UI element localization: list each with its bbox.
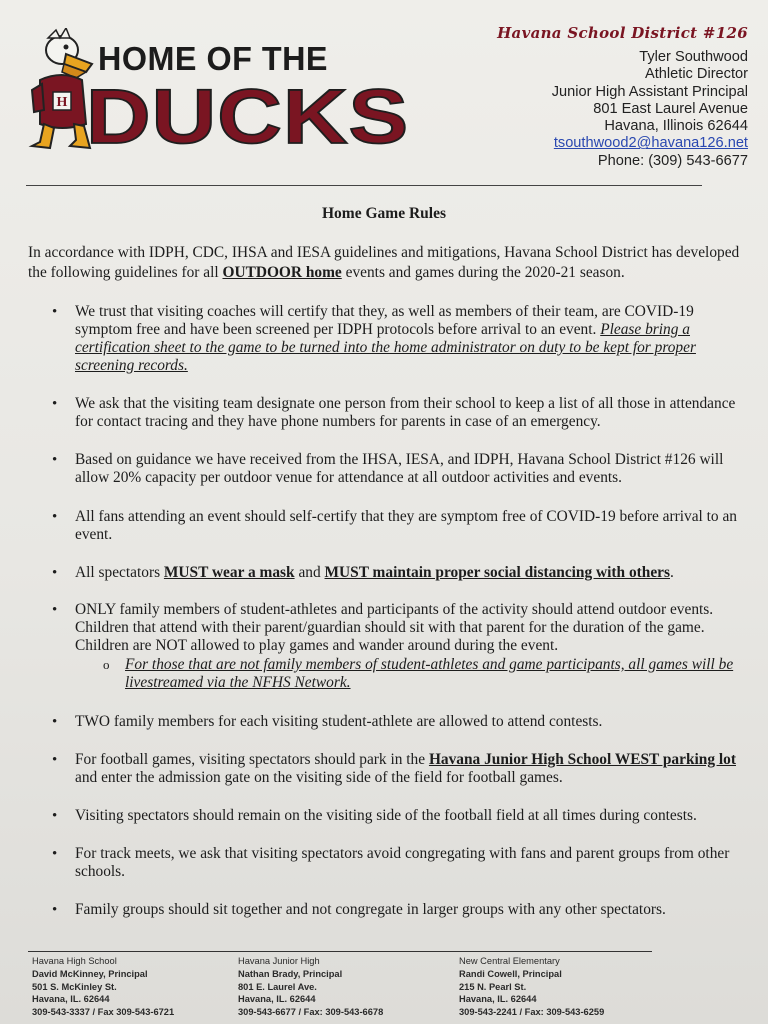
footer-principal: David McKinney, Principal <box>32 968 148 979</box>
district-name: Havana School District #126 <box>497 24 748 42</box>
intro-emphasis: OUTDOOR home <box>222 263 342 281</box>
contact-email-link[interactable]: tsouthwood2@havana126.net <box>553 135 748 152</box>
sub-bullet-marker: o <box>103 657 110 672</box>
footer-city: Havana, IL. 62644 <box>238 994 316 1005</box>
bullet-icon <box>52 601 60 609</box>
bullet-icon <box>52 508 60 516</box>
logo-badge-letter: H <box>56 95 68 110</box>
bullet-icon <box>52 395 60 403</box>
rule-item-contact-tracing: We ask that the visiting team designate one person from their school to keep a list of all those in attendance for contact tracing and they have phone numbers for parents in case of an emergency. <box>75 395 736 430</box>
rule-emphasis: Havana Junior High School WEST parking lot <box>428 751 736 768</box>
logo-line-home-of-the: HOME OF THE <box>98 40 328 77</box>
bullet-icon <box>52 451 60 459</box>
rule-item-family-groups: Family groups should sit together and not congregate in larger groups with any other spectators. <box>75 901 666 918</box>
footer-school-name: Havana High School <box>32 956 117 966</box>
rule-emphasis: Please bring a certification sheet to the game to be turned into the home administrator on duty to be kept for proper screening records. <box>75 321 696 374</box>
rule-item-self-certify: All fans attending an event should self-certify that they are symptom free of COVID-19 before arrival to an event. <box>75 508 738 543</box>
bullet-icon <box>52 713 60 721</box>
contact-name: Tyler Southwood <box>639 49 748 65</box>
footer-city: Havana, IL. 62644 <box>459 994 537 1005</box>
footer-phones: 309-543-2241 / Fax: 309-543-6259 <box>459 1007 605 1018</box>
rule-text: . <box>670 564 674 581</box>
contact-city: Havana, Illinois 62644 <box>604 118 748 135</box>
rule-item-certification <box>75 303 753 375</box>
footer-junior-high <box>238 955 448 1019</box>
contact-title-1: Athletic Director <box>645 66 748 83</box>
contact-title-2: Junior High Assistant Principal <box>551 83 748 100</box>
footer-street: 501 S. McKinley St. <box>32 981 117 992</box>
rule-item-track-meets: For track meets, we ask that visiting spectators avoid congregating with fans and parent groups from other schools. <box>75 845 730 880</box>
footer-elementary <box>459 955 669 1019</box>
sub-item-livestream: For those that are not family members of student-athletes and game participants, all games will be livestreamed via the NFHS Network. <box>125 656 734 691</box>
footer-principal: Nathan Brady, Principal <box>238 968 343 979</box>
bullet-icon <box>52 901 60 909</box>
footer-school-name: Havana Junior High <box>238 956 320 966</box>
rule-item-masks <box>75 564 753 582</box>
rule-text: For football games, visiting spectators should park in the <box>75 751 429 768</box>
rule-item-football-parking <box>75 751 753 787</box>
footer-street: 215 N. Pearl St. <box>459 981 527 992</box>
intro-text-a: In accordance with IDPH, CDC, IHSA and IESA guidelines and mitigations, Havana School District has developed the following guidelines for all <box>28 244 740 281</box>
rule-text: We trust that visiting coaches will certify that they, as well as members of their team, are COVID-19 symptom free and have been screened per IDPH protocols before arrival to an event. <box>75 303 694 338</box>
bullet-icon <box>52 303 60 311</box>
intro-text-b: events and games during the 2020-21 season. <box>341 263 625 281</box>
rule-text: and enter the admission gate on the visiting side of the field for football games. <box>75 769 563 786</box>
intro-paragraph <box>28 243 748 282</box>
home-of-the-ducks-logo <box>26 28 410 160</box>
footer-high-school <box>32 955 242 1019</box>
footer-phones: 309-543-3337 / Fax 309-543-6721 <box>32 1007 175 1018</box>
rule-text: and <box>294 564 325 581</box>
footer-divider <box>28 951 652 952</box>
logo-line-ducks: DUCKS <box>86 73 410 160</box>
contact-block <box>552 49 748 170</box>
rule-item-visiting-side: Visiting spectators should remain on the visiting side of the football field at all times during contests. <box>75 807 697 824</box>
footer-principal: Randi Cowell, Principal <box>459 968 562 979</box>
rule-item-two-members: TWO family members for each visiting student-athlete are allowed to attend contests. <box>75 713 603 730</box>
rule-item-family-only: ONLY family members of student-athletes and participants of the activity should attend outdoor events. Children that attend with their parent/guardian should sit with that parent for the duration of the game. Children are NOT allowed to play games and wander around during the event. <box>75 601 714 654</box>
footer-city: Havana, IL. 62644 <box>32 994 110 1005</box>
rule-emphasis: MUST wear a mask <box>163 564 295 581</box>
document-title: Home Game Rules <box>322 205 446 222</box>
footer-school-name: New Central Elementary <box>459 956 560 966</box>
rule-text: All spectators <box>75 564 164 581</box>
bullet-icon <box>52 807 60 815</box>
rule-emphasis: MUST maintain proper social distancing with others <box>324 564 670 581</box>
header-divider <box>26 185 702 186</box>
contact-phone: Phone: (309) 543-6677 <box>597 152 748 169</box>
bullet-icon <box>52 564 60 572</box>
footer-phones: 309-543-6677 / Fax: 309-543-6678 <box>238 1007 384 1018</box>
rule-item-capacity: Based on guidance we have received from the IHSA, IESA, and IDPH, Havana School District #126 will allow 20% capacity per outdoor venue for attendance at all outdoor activities and events. <box>75 451 724 486</box>
contact-address: 801 East Laurel Avenue <box>593 100 748 117</box>
footer-street: 801 E. Laurel Ave. <box>238 981 317 992</box>
bullet-icon <box>52 751 60 759</box>
bullet-icon <box>52 845 60 853</box>
